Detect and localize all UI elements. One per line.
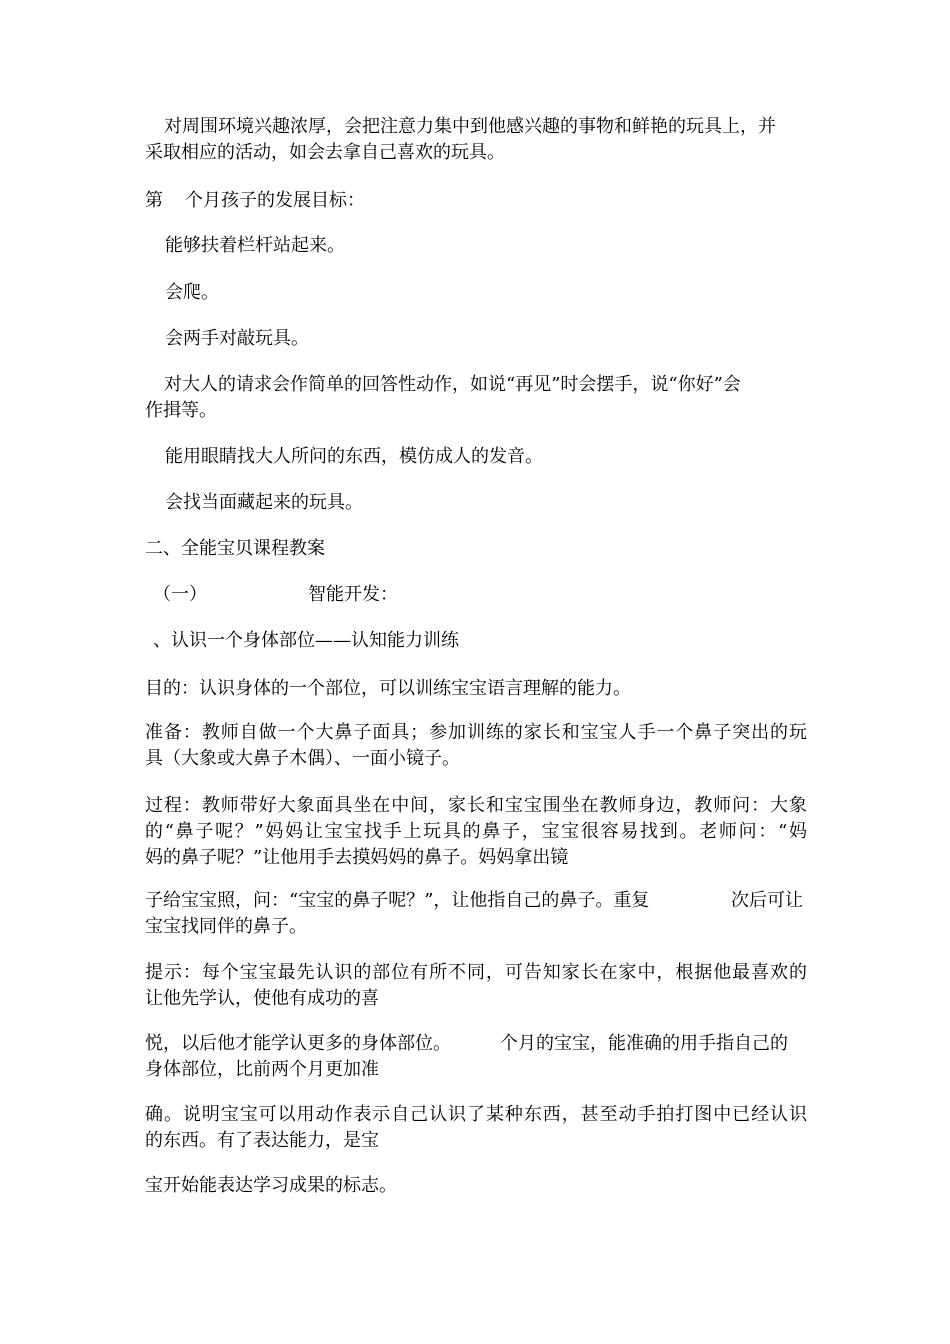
process2-line1a: 子给宝宝照，问：“宝宝的鼻子呢？”，让他指自己的鼻子。重复	[145, 890, 650, 911]
section-title: 二、全能宝贝课程教案	[145, 538, 325, 559]
tip3-line1: 确。说明宝宝可以用动作表示自己认识了某种东西，甚至动手拍打图中已经认识	[145, 1104, 807, 1125]
goal-item-eyes: 能用眼睛找大人所问的东西，模仿成人的发音。	[165, 446, 543, 467]
subsection-title: 智能开发：	[308, 584, 398, 605]
activity-title: 、认识一个身体部位——认知能力训练	[153, 630, 459, 651]
goal-item-stand: 能够扶着栏杆站起来。	[165, 235, 345, 256]
goals-heading: 个月孩子的发展目标：	[185, 190, 365, 211]
subsection-number: （一）	[153, 584, 207, 605]
tip4-line: 宝开始能表达学习成果的标志。	[145, 1175, 397, 1196]
tip-line1: 提示：每个宝宝最先认识的部位有所不同，可告知家长在家中，根据他最喜欢的	[145, 962, 807, 983]
tip-line2: 让他先学认，使他有成功的喜	[145, 988, 379, 1009]
tip2-line1b: 个月的宝宝，能准确的用手指自己的	[500, 1033, 788, 1054]
process2-line2: 宝宝找同伴的鼻子。	[145, 916, 307, 937]
goal-request-line2: 作揖等。	[145, 400, 217, 421]
process-line1: 过程：教师带好大象面具坐在中间，家长和宝宝围坐在教师身边，教师问：大象	[145, 795, 807, 816]
goal-item-crawl: 会爬。	[165, 282, 219, 303]
tip2-line1a: 悦，以后他才能学认更多的身体部位。	[145, 1033, 451, 1054]
process2-line1b: 次后可让	[731, 890, 803, 911]
prep-line1: 准备：教师自做一个大鼻子面具；参加训练的家长和宝宝人手一个鼻子突出的玩	[145, 722, 807, 743]
tip3-line2: 的东西。有了表达能力，是宝	[145, 1130, 379, 1151]
prep-line2: 具（大象或大鼻子木偶）、一面小镜子。	[145, 748, 460, 769]
paragraph-interest-line1: 对周围环境兴趣浓厚，会把注意力集中到他感兴趣的事物和鲜艳的玩具上，并	[164, 116, 776, 137]
process-line2: 的“鼻子呢？”妈妈让宝宝找手上玩具的鼻子，宝宝很容易找到。老师问：“妈	[145, 821, 807, 842]
goals-heading-prefix: 第	[145, 190, 163, 211]
paragraph-interest-line2: 采取相应的活动，如会去拿自己喜欢的玩具。	[145, 142, 505, 163]
goal-item-hidden-toy: 会找当面藏起来的玩具。	[165, 492, 363, 513]
purpose-paragraph: 目的：认识身体的一个部位，可以训练宝宝语言理解的能力。	[145, 678, 631, 699]
goal-request-line1: 对大人的请求会作简单的回答性动作，如说“再见”时会摆手，说“你好”会	[164, 374, 741, 395]
goal-item-clap-toys: 会两手对敲玩具。	[165, 328, 309, 349]
process-line3: 妈的鼻子呢？”让他用手去摸妈妈的鼻子。妈妈拿出镜	[145, 847, 569, 868]
tip2-line2: 身体部位，比前两个月更加准	[145, 1059, 379, 1080]
